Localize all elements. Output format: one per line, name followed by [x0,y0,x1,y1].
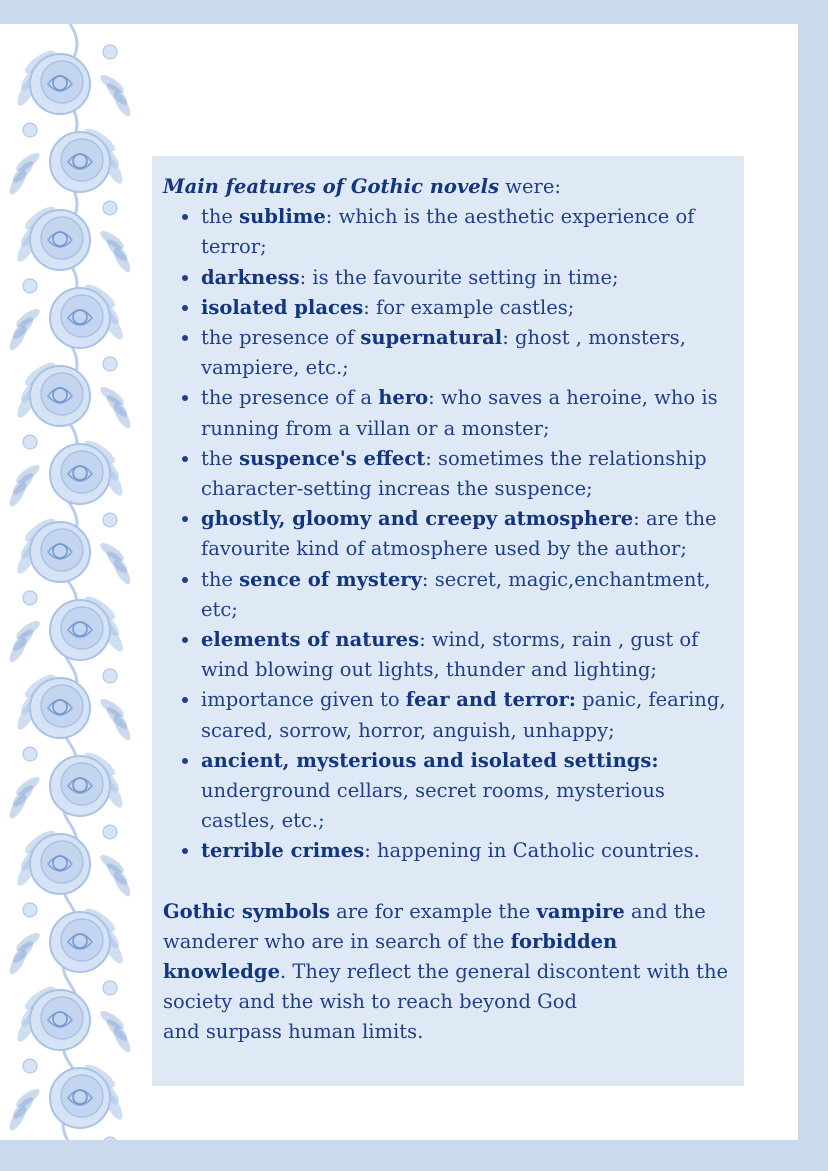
bud-icon [103,45,117,59]
feature-text: : which is the aesthetic experience of terror; [201,205,695,259]
page [0,24,798,1140]
bud-icon [23,123,37,137]
rose-petal [61,139,103,181]
symbols-keyword: Gothic symbols [163,899,330,923]
symbols-text: and surpass human limits. [163,1020,424,1044]
bud-icon [23,435,37,449]
feature-item [201,444,730,504]
rose-petal [61,295,103,337]
feature-item [201,293,730,323]
feature-keyword: ghostly, gloomy and creepy atmosphere [201,507,634,531]
rose-petal [41,841,83,883]
feature-item [201,504,730,564]
symbols-text: . They reflect the general discontent with the society and the wish to reach beyond God [163,960,729,1014]
feature-keyword: fear and terror: [405,688,576,712]
symbols-keyword: forbidden knowledge [163,929,618,984]
feature-keyword: terrible crimes [201,839,365,863]
bud-icon [103,357,117,371]
bud-icon [23,591,37,605]
rose-petal [41,61,83,103]
feature-item [201,685,730,745]
feature-item [201,383,730,443]
intro-title: Main features of Gothic novels [163,175,500,198]
symbols-keyword: vampire [536,899,625,923]
rose-petal [41,997,83,1039]
bud-icon [103,669,117,683]
feature-text: the presence of [201,326,361,350]
features-list [163,202,730,866]
feature-keyword: darkness [201,265,300,289]
intro-line [163,172,730,202]
feature-text: : wind, storms, rain , gust of wind blowing out lights, thunder and lighting; [201,628,699,682]
feature-item [201,263,730,293]
feature-keyword: elements of natures [201,628,420,652]
feature-text: : ghost , monsters, vampiere, etc.; [201,326,686,380]
feature-keyword: sence of mystery [239,567,422,591]
feature-text: the [201,567,240,591]
feature-text: panic, fearing, scared, sorrow, horror, anguish, unhappy; [201,688,726,742]
feature-text: importance given to [201,688,406,712]
feature-keyword: isolated places [201,295,364,319]
bud-icon [103,981,117,995]
rose-petal [41,685,83,727]
feature-keyword: suspence's effect [239,446,426,470]
rose-petal [41,217,83,259]
rose-petal [61,607,103,649]
bud-icon [23,903,37,917]
bud-icon [23,279,37,293]
feature-text: underground cellars, secret rooms, mysterious castles, etc.; [201,779,665,833]
bud-icon [103,825,117,839]
rose-petal [61,919,103,961]
symbols-text: are for example the [329,899,537,923]
feature-text: : are the favourite kind of atmosphere used by the author; [201,507,717,561]
feature-text: : happening in Catholic countries. [364,839,700,863]
feature-text: : who saves a heroine, who is running from a villan or a monster; [201,386,718,440]
bud-icon [103,201,117,215]
feature-text: the [201,446,240,470]
feature-keyword: sublime [239,205,326,229]
leaf-icon [22,1139,58,1140]
feature-item [201,625,730,685]
blue-roses-vine-icon [0,24,140,1140]
symbols-paragraph [163,897,730,1048]
feature-text: : secret, magic,enchantment, etc; [201,567,711,621]
bud-icon [103,513,117,527]
feature-item [201,836,730,866]
bud-icon [103,1137,117,1140]
feature-text: the [201,205,240,229]
feature-item [201,323,730,383]
feature-keyword: supernatural [360,326,503,350]
symbols-text: and the wanderer who are in search of the [163,899,706,953]
rose-petal [41,529,83,571]
rose-petal [61,451,103,493]
bud-icon [23,747,37,761]
intro-suffix: were: [499,175,561,198]
feature-item [201,746,730,837]
feature-keyword: ancient, mysterious and isolated settings: [201,748,659,772]
feature-text: the presence of a [201,386,379,410]
rose-petal [61,763,103,805]
feature-text: : for example castles; [363,295,575,319]
bud-icon [23,1059,37,1073]
feature-item [201,565,730,625]
rose-petal [41,373,83,415]
feature-item [201,202,730,262]
rose-petal [61,1075,103,1117]
feature-text: : is the favourite setting in time; [299,265,619,289]
content-card [152,156,744,1086]
feature-text: : sometimes the relationship character-setting increas the suspence; [201,446,707,501]
feature-keyword: hero [378,386,429,410]
